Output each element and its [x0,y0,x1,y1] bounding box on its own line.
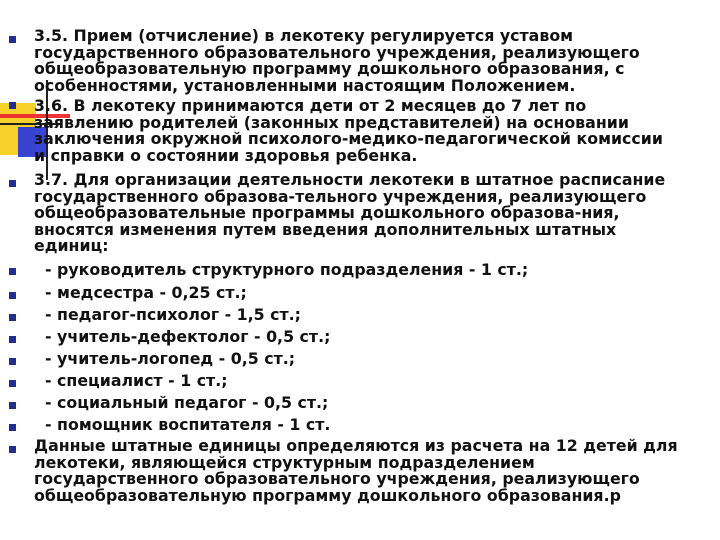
text-line: общеобразовательные программы дошкольного образова-ния, [34,203,620,223]
staff-item: - руководитель структурного подразделения - 1 ст.; [34,260,529,279]
paragraph-3-6 [34,98,710,164]
paragraph-final [34,438,710,504]
text-line: 3.7. Для организации деятельности лекотеки в штатное расписание [34,170,666,189]
text-line: общеобразовательную программу дошкольного образования, с [34,59,625,79]
text-line: 3.5. Прием (отчисление) в лекотеку регулируется уставом [34,26,574,45]
square-bullet-icon [9,314,16,321]
square-bullet-icon [9,424,16,431]
staff-item: - социальный педагог - 0,5 ст.; [34,393,329,412]
square-bullet-icon [9,180,16,187]
square-bullet-icon [9,292,16,299]
square-bullet-icon [9,336,16,343]
text-line: государственного образовательного учреждения, реализующего [34,42,640,62]
text-line: особенностями, установленными настоящим Положением. [34,75,576,95]
text-line: вносятся изменения путем введения дополнительных штатных [34,219,617,239]
staff-item: - медсестра - 0,25 ст.; [34,283,247,302]
text-line: 3.6. В лекотеку принимаются дети от 2 месяцев до 7 лет по [34,96,587,115]
text-line: государственного образовательного учреждения, реализующего [34,469,640,489]
text-line: заключения окружной психолого-медико-педагогической комиссии [34,129,663,149]
paragraph-3-5 [34,28,710,94]
square-bullet-icon [9,358,16,365]
staff-item: - специалист - 1 ст.; [34,371,228,390]
square-bullet-icon [9,36,16,43]
square-bullet-icon [9,102,16,109]
square-bullet-icon [9,402,16,409]
staff-item: - учитель-логопед - 0,5 ст.; [34,349,296,368]
text-line: общеобразовательную программу дошкольного образования.р [34,485,621,505]
text-line: единиц: [34,236,109,256]
text-line: лекотеки, являющейся структурным подразделением [34,452,535,472]
square-bullet-icon [9,446,16,453]
square-bullet-icon [9,380,16,387]
staff-item: - учитель-дефектолог - 0,5 ст.; [34,327,331,346]
text-line: заявлению родителей (законных представителей) на основании [34,112,629,132]
paragraph-3-7 [34,172,710,255]
square-bullet-icon [9,268,16,275]
staff-item: - педагог-психолог - 1,5 ст.; [34,305,301,324]
text-line: Данные штатные единицы определяются из расчета на 12 детей для [34,436,678,455]
text-line: и справки о состоянии здоровья ребенка. [34,145,418,165]
staff-item: - помощник воспитателя - 1 ст. [34,415,331,434]
text-line: государственного образова-тельного учреждения, реализующего [34,186,647,206]
